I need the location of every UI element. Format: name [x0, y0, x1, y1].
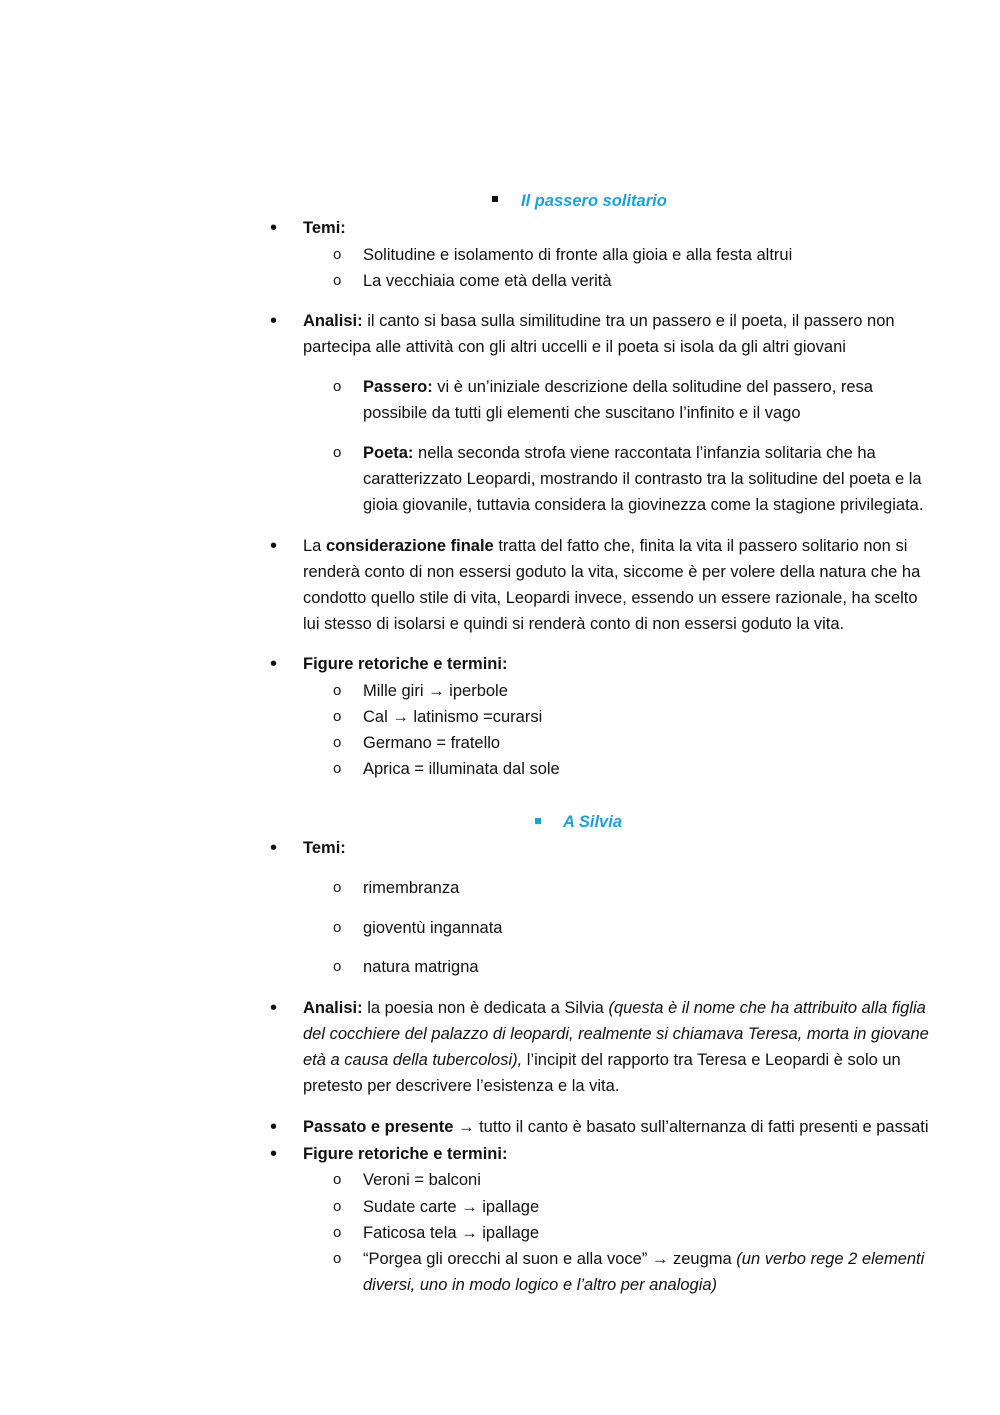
arrow-right-icon: → [461, 1224, 478, 1242]
poeta-line: caratterizzato Leopardi, mostrando il contrasto tra la solitudine del poeta e la [363, 470, 922, 488]
considerazione-line [303, 535, 907, 557]
analisi-paragraph-line [303, 310, 895, 332]
section-heading-silvia: A Silvia [563, 813, 622, 831]
arrow-right-icon: → [458, 1118, 475, 1136]
considerazione-line: renderà conto di non essersi goduto la vita, siccome è per volere della natura che ha [303, 563, 921, 581]
analisi-paragraph-line: partecipa alle attività con gli altri uccelli e il poeta si isola da gli altri giovani [303, 338, 846, 356]
passato-line [303, 1116, 929, 1138]
considerazione-line: lui stesso di isolarsi e quindi si renderà conto di non essersi goduto la vita. [303, 615, 845, 633]
analisi-italic: (questa è il nome che ha attribuito alla figlia [608, 999, 926, 1017]
definition: ipallage [477, 1198, 540, 1216]
bullet-disc-icon: • [270, 1143, 278, 1165]
arrow-right-icon: → [392, 708, 409, 726]
bullet-circle-icon: o [333, 1198, 342, 1215]
passero-line [363, 376, 873, 398]
analisi-label: Analisi: [303, 999, 363, 1017]
analisi-paragraph-line: del cocchiere del palazzo di leopardi, realmente si chiamava Teresa, morta in giovane [303, 1025, 929, 1043]
passato-text: tutto il canto è basato sull’alternanza di fatti presenti e passati [474, 1118, 929, 1136]
analisi-paragraph-line [303, 1049, 901, 1071]
considerazione-bold: considerazione finale [325, 537, 494, 555]
list-item: Veroni = balconi [363, 1171, 481, 1189]
bullet-disc-icon: • [270, 535, 278, 557]
bullet-circle-icon: o [333, 246, 342, 263]
list-item [363, 1248, 924, 1270]
list-item-continuation: diversi, uno in modo logico e l’altro per analogia) [363, 1276, 718, 1294]
analisi-text: il canto si basa sulla similitudine tra un passero e il poeta, il passero non [362, 312, 895, 330]
poeta-line [363, 442, 876, 464]
poeta-line: gioia giovanile, tuttavia considera la giovinezza come la stagione privilegiata. [363, 496, 924, 514]
list-item: natura matrigna [363, 958, 479, 976]
analisi-text: la poesia non è dedicata a Silvia [362, 999, 609, 1017]
list-item [363, 1196, 539, 1218]
bullet-circle-icon: o [333, 1171, 342, 1188]
bullet-disc-icon: • [270, 1116, 278, 1138]
passato-label: Passato e presente [303, 1118, 458, 1136]
bullet-disc-icon: • [270, 217, 278, 239]
definition: ipallage [477, 1224, 540, 1242]
section-heading-passero: Il passero solitario [521, 192, 667, 210]
list-item: rimembranza [363, 879, 460, 897]
considerazione-pre: La [303, 537, 326, 555]
bullet-disc-icon: • [270, 310, 278, 332]
bullet-circle-icon: o [333, 708, 342, 725]
bullet-circle-icon: o [333, 444, 342, 461]
list-item: Solitudine e isolamento di fronte alla gioia e alla festa altrui [363, 246, 793, 264]
bullet-circle-icon: o [333, 682, 342, 699]
bullet-circle-icon: o [333, 1224, 342, 1241]
bullet-circle-icon: o [333, 879, 342, 896]
term: “Porgea gli orecchi al suon e alla voce” [363, 1250, 652, 1268]
definition: iperbole [444, 682, 508, 700]
definition: latinismo =curarsi [408, 708, 543, 726]
temi-label: Temi: [303, 839, 346, 857]
bullet-circle-icon: o [333, 919, 342, 936]
list-item [363, 706, 542, 728]
list-item [363, 1222, 539, 1244]
considerazione-line: condotto quello stile di vita, Leopardi invece, essendo un essere razionale, ha scelto [303, 589, 918, 607]
term: Sudate carte [363, 1198, 462, 1216]
bullet-circle-icon: o [333, 1250, 342, 1267]
list-item: La vecchiaia come età della verità [363, 272, 612, 290]
analisi-paragraph-line [303, 997, 926, 1019]
bullet-circle-icon: o [333, 760, 342, 777]
list-item: Germano = fratello [363, 734, 501, 752]
definition: zeugma [668, 1250, 737, 1268]
analisi-italic: età a causa della tubercolosi), [303, 1051, 523, 1069]
passero-line: possibile da tutti gli elementi che suscitano l’infinito e il vago [363, 404, 801, 422]
square-bullet-icon [492, 196, 498, 202]
poeta-text: nella seconda strofa viene raccontata l’infanzia solitaria che ha [413, 444, 876, 462]
term: Mille giri [363, 682, 429, 700]
figure-label: Figure retoriche e termini: [303, 1145, 508, 1163]
bullet-circle-icon: o [333, 272, 342, 289]
arrow-right-icon: → [651, 1250, 669, 1268]
arrow-right-icon: → [428, 682, 445, 700]
bullet-disc-icon: • [270, 997, 278, 1019]
bullet-circle-icon: o [333, 378, 342, 395]
analisi-text: l’incipit del rapporto tra Teresa e Leopardi è solo un [522, 1051, 901, 1069]
list-item: Aprica = illuminata dal sole [363, 760, 560, 778]
poeta-label: Poeta: [363, 444, 414, 462]
square-bullet-icon [535, 818, 541, 824]
passero-text: vi è un’iniziale descrizione della solitudine del passero, resa [432, 378, 873, 396]
arrow-right-icon: → [461, 1198, 478, 1216]
list-item: gioventù ingannata [363, 919, 503, 937]
bullet-circle-icon: o [333, 958, 342, 975]
analisi-paragraph-line: pretesto per descrivere l’esistenza e la vita. [303, 1077, 620, 1095]
figure-label: Figure retoriche e termini: [303, 655, 508, 673]
term: Faticosa tela [363, 1224, 462, 1242]
considerazione-text: tratta del fatto che, finita la vita il passero solitario non si [493, 537, 908, 555]
term: Cal [363, 708, 393, 726]
definition-note: (un verbo rege 2 elementi [736, 1250, 925, 1268]
temi-label: Temi: [303, 219, 346, 237]
list-item [363, 680, 508, 702]
passero-label: Passero: [363, 378, 433, 396]
bullet-disc-icon: • [270, 837, 278, 859]
bullet-disc-icon: • [270, 653, 278, 675]
analisi-label: Analisi: [303, 312, 363, 330]
bullet-circle-icon: o [333, 734, 342, 751]
